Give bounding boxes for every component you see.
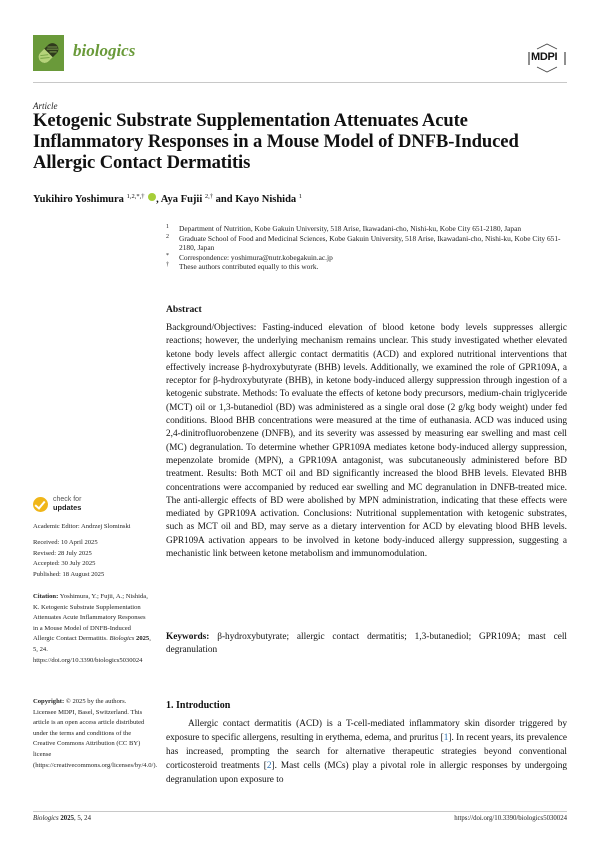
affiliation-mark: * bbox=[166, 252, 169, 259]
date-revised: Revised: 28 July 2025 bbox=[33, 549, 92, 557]
journal-header bbox=[33, 32, 567, 92]
introduction-paragraph bbox=[166, 717, 567, 787]
article-type: Article bbox=[33, 101, 58, 111]
correspondence-item bbox=[166, 253, 566, 263]
citation-volume-doi[interactable]: , 5, 24. https://doi.org/10.3390/biologics5030024 bbox=[33, 635, 151, 664]
date-accepted: Accepted: 30 July 2025 bbox=[33, 560, 96, 568]
intro-text: Allergic contact dermatitis (ACD) is a T-cell-mediated inflammatory skin disorder triggered by exposure to specific allergens, resulting in erythema, edema, and pruritus [ bbox=[166, 719, 567, 743]
date-published: Published: 18 August 2025 bbox=[33, 570, 105, 578]
keywords bbox=[166, 631, 567, 658]
author-affiliation-marks: 1,2,*,† bbox=[126, 193, 145, 200]
footer-citation bbox=[33, 815, 91, 822]
copyright-block bbox=[33, 697, 158, 771]
footer-journal: Biologics bbox=[33, 815, 59, 822]
check-updates-line1: check for bbox=[53, 496, 82, 503]
check-updates-line2: updates bbox=[53, 503, 82, 512]
header-divider bbox=[33, 82, 567, 83]
affiliation-mark: 2 bbox=[166, 233, 169, 240]
section-heading-introduction: 1. Introduction bbox=[166, 700, 231, 711]
author-name[interactable]: Aya Fujii bbox=[160, 194, 203, 205]
journal-logo-icon bbox=[33, 35, 64, 71]
citation-text: Yoshimura, Y.; Fujii, A.; Nishida, K. Ketogenic Substrate Supplementation Attenuates Acute Inflammatory Responses in a Mouse Model of DNFB-Induced Allergic Contact Dermatitis. bbox=[33, 593, 148, 643]
check-for-updates-badge[interactable] bbox=[33, 497, 113, 517]
keywords-list: β-hydroxybutyrate; allergic contact dermatitis; 1,3-butanediol; GPR109A; mast cell degranulation bbox=[166, 632, 567, 656]
footer-doi-link[interactable]: https://doi.org/10.3390/biologics5030024 bbox=[454, 815, 567, 822]
orcid-icon[interactable] bbox=[148, 193, 156, 201]
equal-contribution-text: These authors contributed equally to this work. bbox=[179, 262, 319, 272]
keywords-label: Keywords: bbox=[166, 632, 210, 642]
abstract-text: Background/Objectives: Fasting-induced elevation of blood ketone body levels suppresses allergic reactions; however, the underlying mechanism remains unclear. This study investigated whether elevated ketone body levels affect allergic contact dermatitis (ACD) and explored nutritional interventions that effectively increase β-hydroxybutyrate (BHB) levels. Additionally, we examined the role of GPR109A, a receptor for β-hydroxybutyrate (BHB), in ketone body-induced allergy suppression through ingestion of a ketogenic substrate. Methods: To evaluate the effects of ketone body precursors, medium-chain triglyceride (MCT) oil or 1,3-butanediol (BD) was administered as a single oral dose (2 g/kg body weight) under fed conditions. Blood BHB concentrations were measured at the time of euthanasia. ACD was induced using 2,4-dinitrofluorobenzene (DNFB), and its severity was assessed by measuring ear swelling and mast cell (MC) degranulation. To determine whether GPR109A mediates ketone body-induced allergy suppression, mepenzolate bromide (MPN), a GPR109A antagonist, was subcutaneously administered before BD treatment. Results: Both MCT oil and BD significantly increased the blood BHB levels. Elevated BHB concentrations were accompanied by reduced ear swelling and MC degranulation in DNFB-treated mice. The anti-allergic effects of BD were abolished by MPN administration, indicating that these effects were mediated by GPR109A activation. Conclusions: Nutritional supplementation with ketogenic substrates, such as MCT oil and BD, may serve as a dietary intervention for ACD by elevating blood BHB levels. GPR109A activation appears to be involved in ketone body-induced allergy suppression, suggesting a mechanistic link between ketone metabolism and immunomodulation. bbox=[166, 323, 567, 560]
author-separator: and bbox=[213, 194, 236, 205]
author-list bbox=[33, 193, 302, 205]
citation-label: Citation: bbox=[33, 593, 59, 600]
footer-year: 2025 bbox=[60, 815, 74, 822]
author-separator: , bbox=[156, 194, 161, 205]
article-title: Ketogenic Substrate Supplementation Attenuates Acute Inflammatory Responses in a Mouse Model of DNFB-Induced Allergic Contact Dermatitis bbox=[33, 110, 519, 173]
date-received: Received: 10 April 2025 bbox=[33, 539, 98, 546]
author-name[interactable]: Yukihiro Yoshimura bbox=[33, 194, 124, 205]
author-name[interactable]: Kayo Nishida bbox=[235, 194, 297, 205]
citation-journal: Biologics bbox=[109, 635, 135, 643]
checkmark-icon bbox=[33, 497, 48, 512]
reference-link[interactable]: 2 bbox=[266, 761, 272, 771]
equal-contribution-note bbox=[166, 262, 566, 272]
academic-editor: Academic Editor: Andrzej Slominski bbox=[33, 523, 131, 530]
citation-year: 2025 bbox=[136, 635, 150, 643]
intro-text: ]. Mast cells (MCs) play a pivotal role in allergic responses by undergoing degranulation upon exposure to bbox=[166, 761, 567, 785]
affiliation-item bbox=[166, 234, 566, 253]
affiliation-item bbox=[166, 224, 566, 234]
citation-block bbox=[33, 592, 151, 666]
affiliation-mark: 1 bbox=[166, 224, 169, 230]
author-affiliation-marks: 2,† bbox=[204, 193, 213, 200]
copyright-label: Copyright: bbox=[33, 698, 65, 705]
intro-text: ]. In recent years, its prevalence has increased, prompting the search for alternative therapeutic strategies beyond conventional corticosteroid treatments [ bbox=[166, 733, 567, 771]
mdpi-logo-text: MDPI bbox=[531, 51, 558, 63]
publication-dates bbox=[33, 538, 151, 580]
affiliation-text: Department of Nutrition, Kobe Gakuin University, 518 Arise, Ikawadani-cho, Nishi-ku, Kobe City 651-2180, Japan bbox=[179, 224, 522, 233]
correspondence-text[interactable]: Correspondence: yoshimura@nutr.kobegakuin.ac.jp bbox=[179, 252, 333, 262]
footer-divider bbox=[33, 811, 567, 812]
reference-link[interactable]: 1 bbox=[443, 733, 449, 743]
affiliation-mark: † bbox=[166, 262, 169, 269]
footer-volume: , 5, 24 bbox=[73, 815, 91, 822]
affiliations bbox=[166, 224, 566, 272]
mdpi-logo-icon[interactable] bbox=[527, 42, 567, 74]
abstract-heading: Abstract bbox=[166, 304, 202, 315]
affiliation-text: Graduate School of Food and Medicinal Sciences, Kobe Gakuin University, 518 Arise, Ikawadani-cho, Nishi-ku, Kobe City 651-2180, Japan bbox=[179, 233, 561, 253]
copyright-text: © 2025 by the authors. Licensee MDPI, Basel, Switzerland. This article is an open access article distributed under the terms and conditions of the Creative Commons Attribution (CC BY) license (https://creativecommons.org/licenses/by/4.0/). bbox=[33, 698, 158, 769]
author-affiliation-marks: 1 bbox=[298, 193, 303, 200]
journal-name: biologics bbox=[73, 41, 136, 60]
